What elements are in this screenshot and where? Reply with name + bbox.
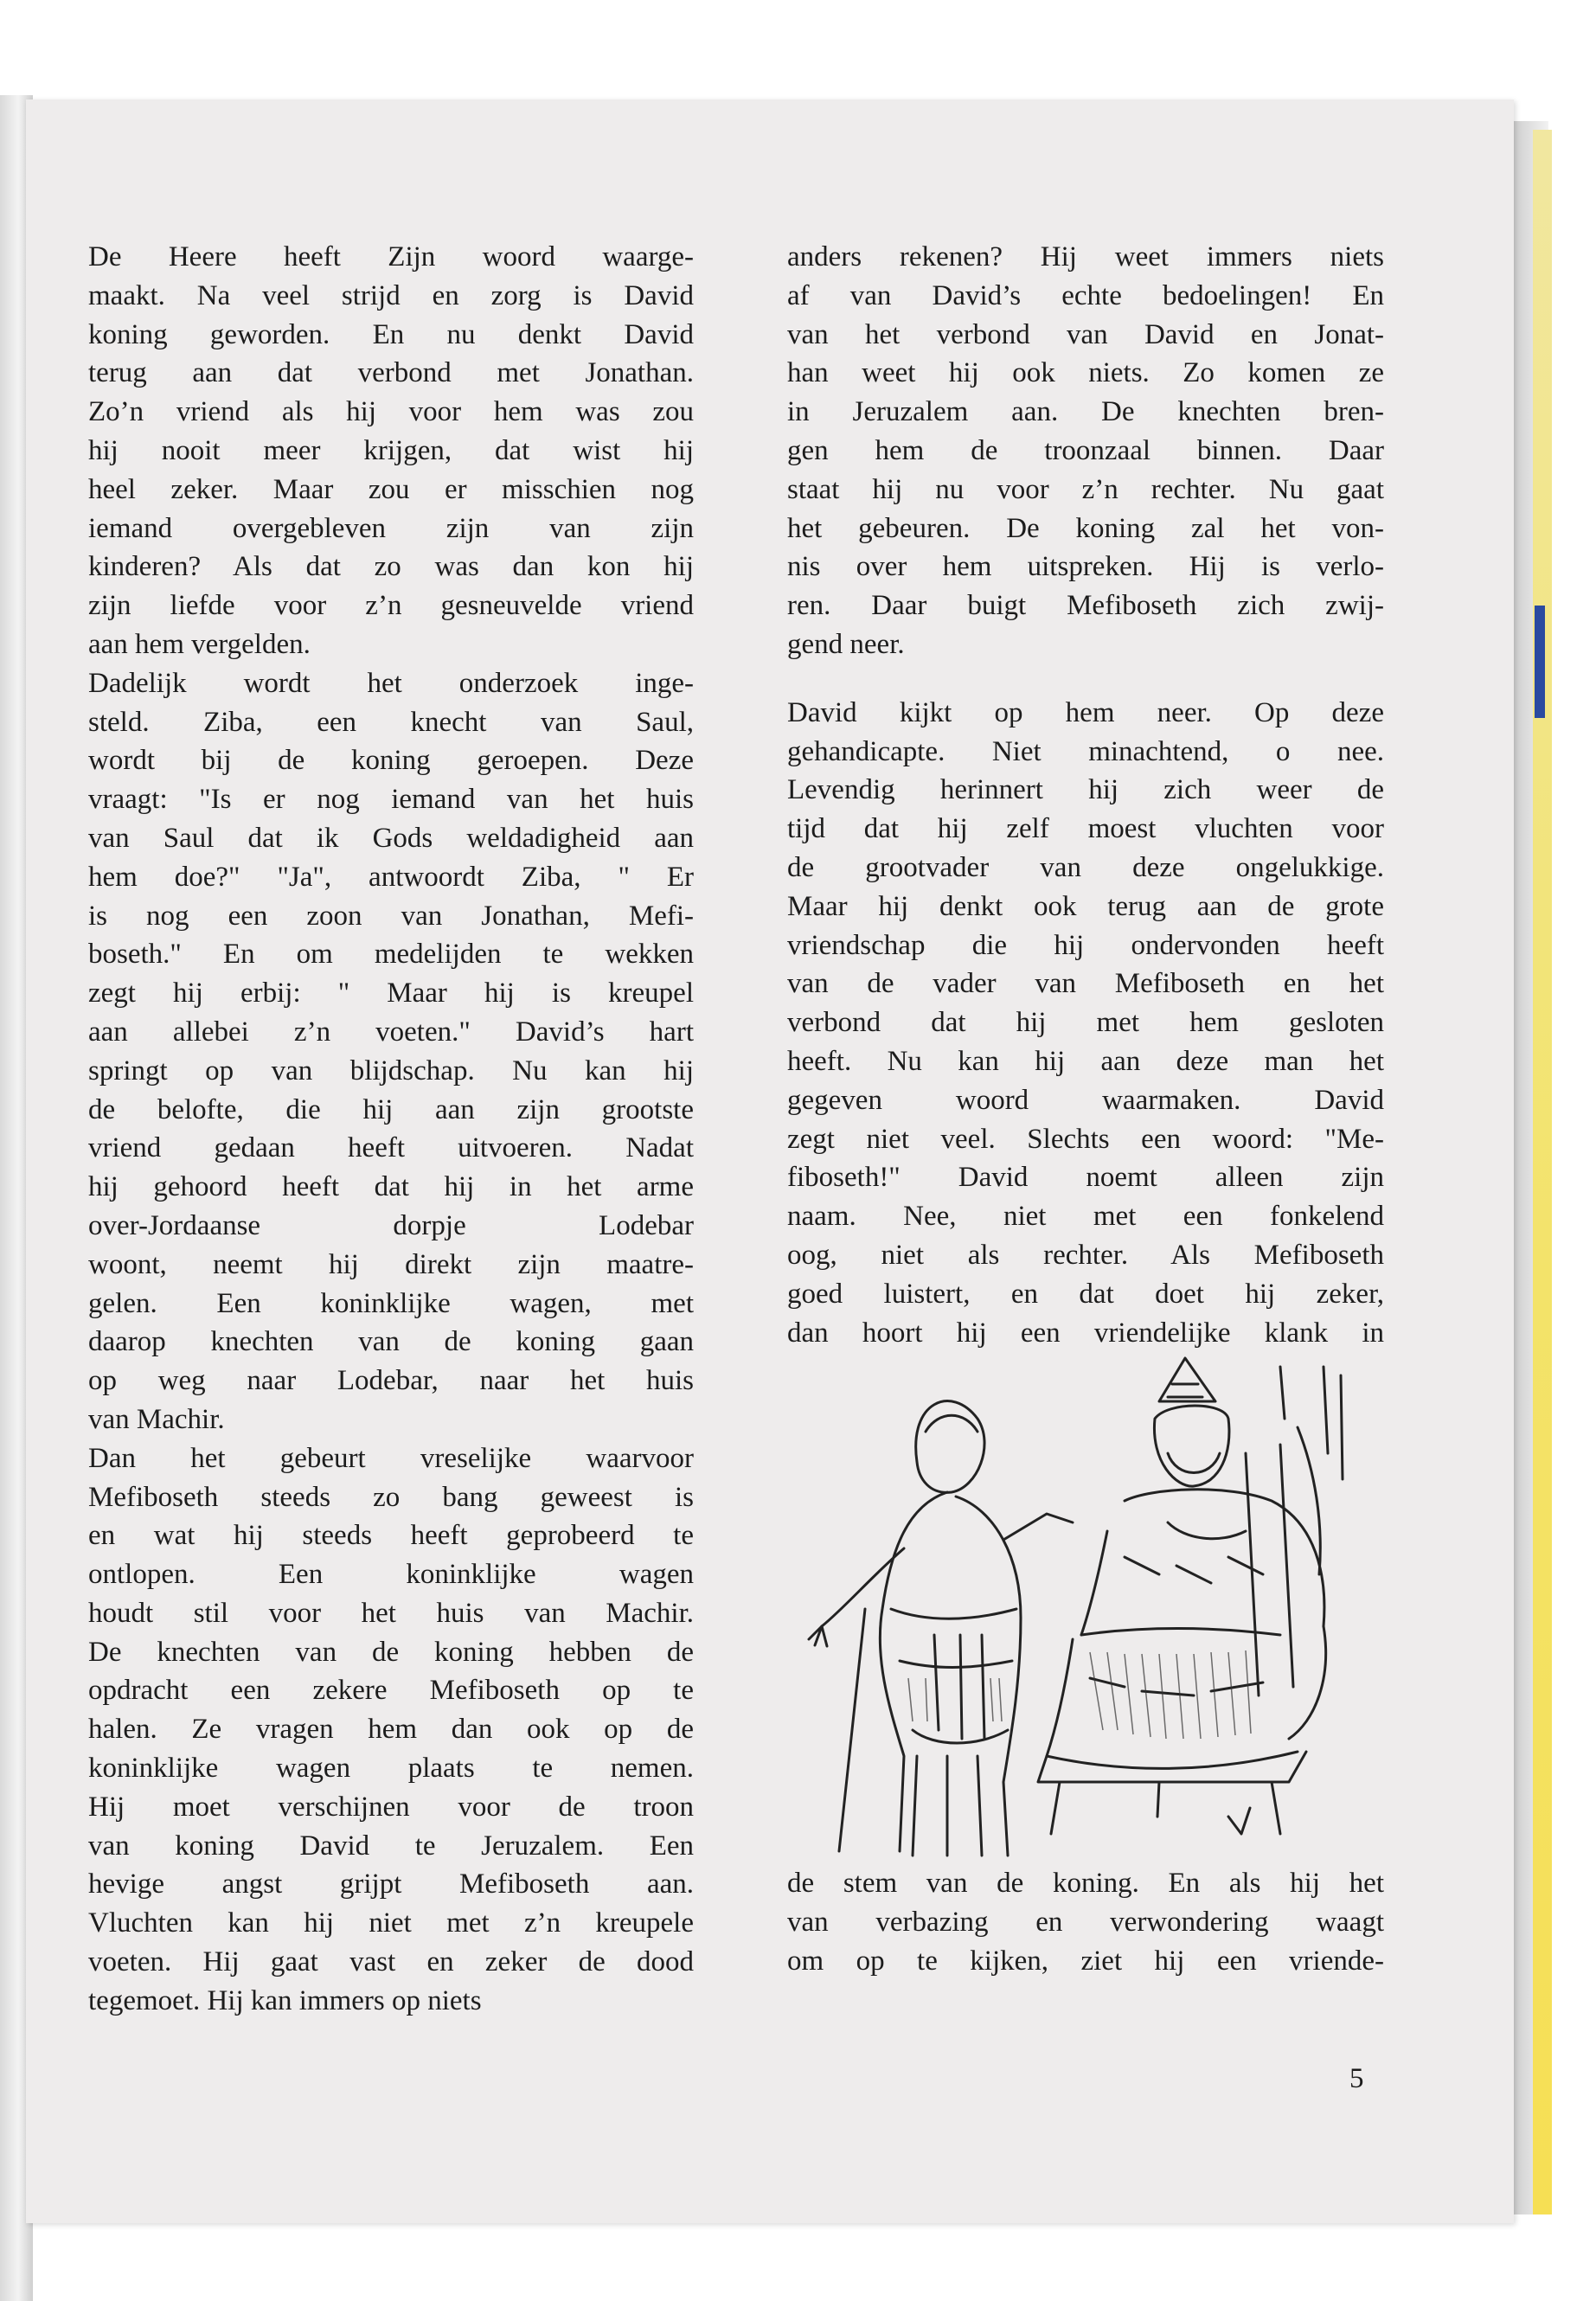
text-line: van verbazing en verwondering waagt [787, 1906, 1384, 1938]
text-line: van het verbond van David en Jonat- [787, 318, 1384, 350]
text-line: Vluchten kan hij niet met z’n kreupele [88, 1907, 694, 1939]
next-page-edge [1533, 130, 1552, 2214]
text-line: goed luistert, en dat doet hij zeker, [787, 1278, 1384, 1310]
text-line: hij gehoord heeft dat hij in het arme [88, 1171, 694, 1203]
text-line: zegt hij erbij: " Maar hij is kreupel [88, 977, 694, 1009]
text-line: Mefiboseth steeds zo bang geweest is [88, 1481, 694, 1513]
text-line: de stem van de koning. En als hij het [787, 1868, 1384, 1899]
page-number: 5 [1349, 2063, 1364, 2094]
text-line: nis over hem uitspreken. Hij is verlo- [787, 551, 1384, 583]
text-line: om op te kijken, ziet hij een vriende- [787, 1945, 1384, 1977]
text-line: aan allebei z’n voeten." David’s hart [88, 1016, 694, 1048]
text-line: Dadelijk wordt het onderzoek inge- [88, 667, 694, 699]
text-line: opdracht een zekere Mefiboseth op te [88, 1675, 694, 1707]
text-line: heeft. Nu kan hij aan deze man het [787, 1045, 1384, 1077]
text-line: verbond dat hij met hem gesloten [787, 1007, 1384, 1039]
text-line: de grootvader van deze ongelukkige. [787, 851, 1384, 883]
text-line: in Jeruzalem aan. De knechten bren- [787, 396, 1384, 428]
text-line: gelen. Een koninklijke wagen, met [88, 1287, 694, 1319]
text-line: de belofte, die hij aan zijn grootste [88, 1093, 694, 1125]
text-line: anders rekenen? Hij weet immers niets [787, 241, 1384, 272]
text-line: staat hij nu voor z’n rechter. Nu gaat [787, 473, 1384, 505]
next-page-blue-mark [1535, 606, 1545, 718]
text-line: terug aan dat verbond met Jonathan. [88, 357, 694, 389]
text-line: Maar hij denkt ook terug aan de grote [787, 890, 1384, 922]
left-column-text [88, 238, 694, 2021]
text-line: boseth." En om medelijden te wekken [88, 939, 694, 971]
text-line: naam. Nee, niet met een fonkelend [787, 1201, 1384, 1233]
text-line: De knechten van de koning hebben de [88, 1636, 694, 1668]
text-line: van koning David te Jeruzalem. Een [88, 1830, 694, 1862]
text-line: aan hem vergelden. [88, 628, 311, 660]
text-line: maakt. Na veel strijd en zorg is David [88, 279, 694, 311]
text-line: tijd dat hij zelf moest vluchten voor [787, 813, 1384, 845]
text-line: ren. Daar buigt Mefiboseth zich zwij- [787, 590, 1384, 622]
text-line: iemand overgebleven zijn van zijn [88, 512, 694, 544]
text-line: dan hoort hij een vriendelijke klank in [787, 1317, 1384, 1349]
text-line: wordt bij de koning geroepen. Deze [88, 745, 694, 777]
right-column-text [787, 238, 1384, 1352]
text-line: is nog een zoon van Jonathan, Mefi- [88, 900, 694, 932]
text-line: vriendschap die hij ondervonden heeft [787, 929, 1384, 961]
text-line: halen. Ze vragen hem dan ook op de [88, 1714, 694, 1746]
text-line: Hij moet verschijnen voor de troon [88, 1791, 694, 1823]
text-line: over-Jordaanse dorpje Lodebar [88, 1209, 694, 1241]
text-line: en wat hij steeds heeft geprobeerd te [88, 1520, 694, 1552]
text-line: van de vader van Mefiboseth en het [787, 968, 1384, 1000]
text-line: De Heere heeft Zijn woord waarge- [88, 241, 694, 272]
text-line: hem doe?" "Ja", antwoordt Ziba, " Er [88, 861, 694, 893]
text-line: koninklijke wagen plaats te nemen. [88, 1753, 694, 1785]
text-line: voeten. Hij gaat vast en zeker de dood [88, 1946, 694, 1978]
text-line: zegt niet veel. Slechts een woord: "Me- [787, 1123, 1384, 1155]
text-line: op weg naar Lodebar, naar het huis [88, 1365, 694, 1397]
text-line: David kijkt op hem neer. Op deze [787, 696, 1384, 728]
paragraph-gap [787, 664, 1384, 694]
text-line: oog, niet als rechter. Als Mefiboseth [787, 1239, 1384, 1271]
text-line: van Machir. [88, 1403, 225, 1435]
text-line: hevige angst grijpt Mefiboseth aan. [88, 1868, 694, 1900]
text-line: Levendig herinnert hij zich weer de [787, 774, 1384, 806]
text-line: daarop knechten van de koning gaan [88, 1326, 694, 1358]
text-line: zijn liefde voor z’n gesneuvelde vriend [88, 590, 694, 622]
text-line: tegemoet. Hij kan immers op niets [88, 1984, 482, 2016]
text-line: fiboseth!" David noemt alleen zijn [787, 1162, 1384, 1194]
text-line: Dan het gebeurt vreselijke waarvoor [88, 1442, 694, 1474]
text-line: heel zeker. Maar zou er misschien nog [88, 473, 694, 505]
text-line: gend neer. [787, 628, 905, 660]
text-line: springt op van blijdschap. Nu kan hij [88, 1054, 694, 1086]
text-line: gehandicapte. Niet minachtend, o nee. [787, 735, 1384, 767]
text-line: gen hem de troonzaal binnen. Daar [787, 434, 1384, 466]
text-line: houdt stil voor het huis van Machir. [88, 1597, 694, 1629]
text-line: woont, neemt hij direkt zijn maatre- [88, 1248, 694, 1280]
right-column-continuation [787, 1864, 1384, 1980]
text-line: af van David’s echte bedoelingen! En [787, 279, 1384, 311]
text-line: van Saul dat ik Gods weldadigheid aan [88, 822, 694, 854]
text-line: Zo’n vriend als hij voor hem was zou [88, 396, 694, 428]
text-line: vriend gedaan heeft uitvoeren. Nadat [88, 1132, 694, 1164]
text-line: vraagt: "Is er nog iemand van het huis [88, 784, 694, 816]
text-line: steld. Ziba, een knecht van Saul, [88, 706, 694, 738]
king-on-throne-illustration-icon [761, 1349, 1384, 1860]
text-line: ontlopen. Een koninklijke wagen [88, 1559, 694, 1591]
text-line: gegeven woord waarmaken. David [787, 1084, 1384, 1116]
text-line: kinderen? Als dat zo was dan kon hij [88, 551, 694, 583]
text-line: hij nooit meer krijgen, dat wist hij [88, 434, 694, 466]
text-line: han weet hij ook niets. Zo komen ze [787, 357, 1384, 389]
text-line: koning geworden. En nu denkt David [88, 318, 694, 350]
text-line: het gebeuren. De koning zal het von- [787, 512, 1384, 544]
